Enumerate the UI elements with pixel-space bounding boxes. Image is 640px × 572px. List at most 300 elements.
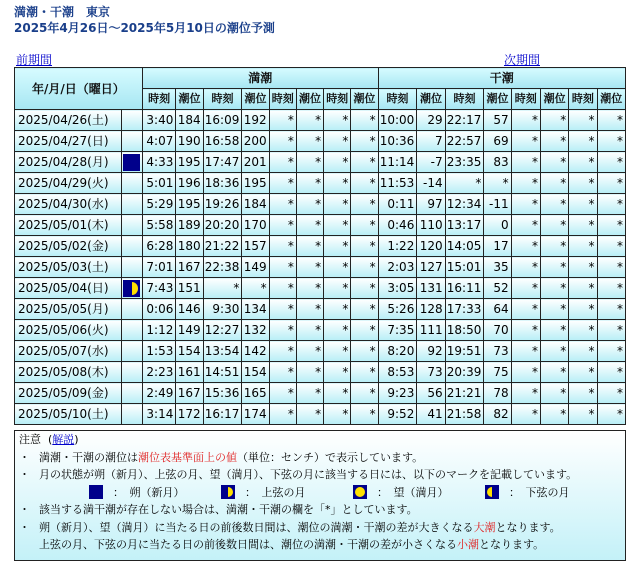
level-column-header: 潮位: [540, 89, 568, 110]
low-level-cell: 29: [417, 110, 445, 131]
moon-phase-cell: [121, 362, 142, 383]
empty-cell: *: [569, 404, 597, 425]
table-row: [15, 131, 626, 152]
table-row: [15, 383, 626, 404]
high-level-cell: 154: [242, 362, 269, 383]
empty-cell: *: [296, 320, 323, 341]
low-level-cell: 97: [417, 194, 445, 215]
legend-full-moon: ： 望（満月）: [353, 484, 485, 502]
empty-cell: *: [269, 362, 296, 383]
empty-cell: *: [540, 320, 568, 341]
low-level-cell: 0: [484, 215, 511, 236]
empty-cell: *: [511, 404, 540, 425]
high-level-cell: 184: [242, 194, 269, 215]
empty-cell: *: [296, 131, 323, 152]
empty-cell: *: [511, 131, 540, 152]
high-time-cell: 7:43: [142, 278, 176, 299]
explanation-link[interactable]: 解説: [52, 433, 75, 446]
spring-tide-red-text: 大潮: [473, 520, 496, 534]
low-time-cell: 17:33: [445, 299, 484, 320]
high-level-cell: 190: [176, 131, 203, 152]
date-cell: 2025/05/09(金): [15, 383, 122, 404]
empty-cell: *: [324, 110, 351, 131]
empty-cell: *: [351, 320, 378, 341]
moon-phase-cell: [121, 404, 142, 425]
low-level-cell: 128: [417, 299, 445, 320]
moon-phase-cell: [121, 173, 142, 194]
high-time-cell: 0:06: [142, 299, 176, 320]
table-row: [15, 257, 626, 278]
empty-cell: *: [324, 131, 351, 152]
legend-first-quarter: ： 上弦の月: [221, 484, 353, 502]
empty-cell: *: [324, 173, 351, 194]
high-level-cell: 196: [176, 173, 203, 194]
empty-cell: *: [597, 110, 626, 131]
date-cell: 2025/04/30(水): [15, 194, 122, 215]
empty-cell: *: [296, 173, 323, 194]
high-time-cell: 7:01: [142, 257, 176, 278]
empty-cell: *: [597, 236, 626, 257]
empty-cell: *: [296, 341, 323, 362]
empty-cell: *: [597, 383, 626, 404]
empty-cell: *: [269, 257, 296, 278]
empty-cell: *: [296, 152, 323, 173]
empty-cell: *: [324, 299, 351, 320]
low-level-cell: 70: [484, 320, 511, 341]
low-level-cell: 35: [484, 257, 511, 278]
low-level-cell: 120: [417, 236, 445, 257]
empty-cell: *: [296, 257, 323, 278]
time-column-header: 時刻: [324, 89, 351, 110]
moon-phase-cell: [121, 257, 142, 278]
low-level-cell: *: [484, 173, 511, 194]
table-row: [15, 299, 626, 320]
low-level-cell: -7: [417, 152, 445, 173]
empty-cell: *: [597, 194, 626, 215]
empty-cell: *: [511, 152, 540, 173]
empty-cell: *: [324, 194, 351, 215]
high-level-cell: 195: [176, 152, 203, 173]
high-time-cell: 22:38: [203, 257, 242, 278]
empty-cell: *: [324, 320, 351, 341]
empty-cell: *: [296, 404, 323, 425]
high-level-cell: 172: [176, 404, 203, 425]
low-time-cell: 7:35: [378, 320, 417, 341]
high-level-cell: 167: [176, 257, 203, 278]
table-row: [15, 152, 626, 173]
moon-phase-cell: [121, 194, 142, 215]
empty-cell: *: [569, 362, 597, 383]
low-time-cell: 0:11: [378, 194, 417, 215]
low-time-cell: 1:22: [378, 236, 417, 257]
empty-cell: *: [540, 131, 568, 152]
empty-cell: *: [540, 278, 568, 299]
time-column-header: 時刻: [269, 89, 296, 110]
date-cell: 2025/05/04(日): [15, 278, 122, 299]
high-level-cell: 134: [242, 299, 269, 320]
notes-heading-row: 注意 ( 解説 ): [19, 431, 621, 449]
empty-cell: *: [351, 299, 378, 320]
empty-cell: *: [597, 215, 626, 236]
empty-cell: *: [269, 341, 296, 362]
table-row: [15, 341, 626, 362]
high-level-cell: 146: [176, 299, 203, 320]
empty-cell: *: [351, 236, 378, 257]
empty-cell: *: [351, 341, 378, 362]
empty-cell: *: [569, 257, 597, 278]
page-title: 満潮・干潮 東京: [14, 5, 111, 19]
prev-period-link[interactable]: 前期間: [16, 53, 53, 67]
date-cell: 2025/05/10(土): [15, 404, 122, 425]
empty-cell: *: [324, 215, 351, 236]
low-time-cell: 10:36: [378, 131, 417, 152]
high-time-cell: 19:26: [203, 194, 242, 215]
low-level-cell: 83: [484, 152, 511, 173]
note-item: 上弦の月、下弦の月に当たる日の前後数日間は、潮位の満潮・干潮の差が小さくなる 小潮 となります。: [19, 536, 621, 554]
empty-cell: *: [569, 173, 597, 194]
empty-cell: *: [511, 173, 540, 194]
high-time-cell: *: [203, 278, 242, 299]
empty-cell: *: [540, 194, 568, 215]
high-level-cell: 192: [242, 110, 269, 131]
high-level-cell: 189: [176, 215, 203, 236]
high-level-cell: 195: [242, 173, 269, 194]
empty-cell: *: [269, 383, 296, 404]
high-time-cell: 1:53: [142, 341, 176, 362]
time-column-header: 時刻: [203, 89, 242, 110]
low-time-cell: 21:58: [445, 404, 484, 425]
empty-cell: *: [540, 383, 568, 404]
empty-cell: *: [569, 383, 597, 404]
note-item: ・ 月の状態が朔（新月）、上弦の月、望（満月）、下弦の月に該当する日には、以下のマークを記載しています。: [19, 468, 578, 481]
low-level-cell: 110: [417, 215, 445, 236]
empty-cell: *: [569, 236, 597, 257]
note-item: ・ 朔（新月）、望（満月）に当たる日の前後数日間は、潮位の満潮・干潮の差が大きくなる 大潮 となります。: [19, 519, 621, 537]
empty-cell: *: [569, 194, 597, 215]
level-column-header: 潮位: [242, 89, 269, 110]
empty-cell: *: [324, 362, 351, 383]
empty-cell: *: [269, 194, 296, 215]
high-time-cell: 9:30: [203, 299, 242, 320]
high-time-cell: 5:58: [142, 215, 176, 236]
empty-cell: *: [351, 257, 378, 278]
empty-cell: *: [269, 110, 296, 131]
high-time-cell: 5:29: [142, 194, 176, 215]
date-cell: 2025/05/05(月): [15, 299, 122, 320]
high-level-cell: 195: [176, 194, 203, 215]
legend-last-quarter: ： 下弦の月: [485, 484, 617, 502]
empty-cell: *: [569, 152, 597, 173]
empty-cell: *: [597, 278, 626, 299]
empty-cell: *: [569, 110, 597, 131]
high-level-cell: 167: [176, 383, 203, 404]
low-level-cell: -14: [417, 173, 445, 194]
empty-cell: *: [511, 215, 540, 236]
table-row: [15, 278, 626, 299]
low-time-cell: 5:26: [378, 299, 417, 320]
empty-cell: *: [540, 257, 568, 278]
low-time-cell: 23:35: [445, 152, 484, 173]
low-level-cell: 111: [417, 320, 445, 341]
page-header: [14, 4, 275, 36]
empty-cell: *: [269, 215, 296, 236]
empty-cell: *: [597, 362, 626, 383]
high-level-cell: 174: [242, 404, 269, 425]
empty-cell: *: [597, 341, 626, 362]
low-level-cell: 73: [417, 362, 445, 383]
high-time-cell: 4:33: [142, 152, 176, 173]
moon-legend: [19, 484, 621, 502]
first-quarter-moon-icon: [221, 485, 235, 499]
high-level-cell: 200: [242, 131, 269, 152]
empty-cell: *: [569, 131, 597, 152]
empty-cell: *: [540, 110, 568, 131]
empty-cell: *: [597, 131, 626, 152]
table-row: [15, 320, 626, 341]
moon-phase-cell: [121, 278, 142, 299]
empty-cell: *: [511, 299, 540, 320]
low-time-cell: 12:34: [445, 194, 484, 215]
empty-cell: *: [324, 278, 351, 299]
level-column-header: 潮位: [597, 89, 626, 110]
high-level-cell: 157: [242, 236, 269, 257]
empty-cell: *: [296, 383, 323, 404]
empty-cell: *: [296, 278, 323, 299]
table-row: [15, 194, 626, 215]
low-level-cell: 56: [417, 383, 445, 404]
empty-cell: *: [324, 341, 351, 362]
high-time-cell: 14:51: [203, 362, 242, 383]
empty-cell: *: [597, 404, 626, 425]
low-time-cell: 0:46: [378, 215, 417, 236]
moon-phase-cell: [121, 236, 142, 257]
low-time-cell: 22:57: [445, 131, 484, 152]
empty-cell: *: [597, 299, 626, 320]
tide-table: [14, 67, 626, 425]
empty-cell: *: [296, 215, 323, 236]
time-column-header: 時刻: [511, 89, 540, 110]
moon-phase-cell: [121, 131, 142, 152]
moon-phase-cell: [121, 110, 142, 131]
empty-cell: *: [351, 362, 378, 383]
high-level-cell: 154: [176, 341, 203, 362]
low-time-cell: 19:51: [445, 341, 484, 362]
empty-cell: *: [324, 152, 351, 173]
date-column-header: 年/月/日（曜日）: [15, 68, 143, 110]
high-time-cell: 5:01: [142, 173, 176, 194]
low-time-cell: 11:14: [378, 152, 417, 173]
low-level-cell: 75: [484, 362, 511, 383]
moon-phase-cell: [121, 299, 142, 320]
date-cell: 2025/04/26(土): [15, 110, 122, 131]
level-column-header: 潮位: [417, 89, 445, 110]
last-quarter-moon-icon: [485, 485, 499, 499]
empty-cell: *: [296, 236, 323, 257]
low-time-cell: 8:53: [378, 362, 417, 383]
low-time-cell: 8:20: [378, 341, 417, 362]
high-level-cell: 149: [176, 320, 203, 341]
empty-cell: *: [269, 299, 296, 320]
moon-phase-cell: [121, 152, 142, 173]
high-time-cell: 2:23: [142, 362, 176, 383]
high-level-cell: 151: [176, 278, 203, 299]
high-time-cell: 1:12: [142, 320, 176, 341]
moon-phase-cell: [121, 383, 142, 404]
empty-cell: *: [511, 236, 540, 257]
high-time-cell: 4:07: [142, 131, 176, 152]
low-time-cell: *: [445, 173, 484, 194]
datum-red-text: 潮位表基準面上の値: [138, 450, 237, 464]
high-time-cell: 3:14: [142, 404, 176, 425]
low-time-cell: 20:39: [445, 362, 484, 383]
empty-cell: *: [540, 299, 568, 320]
date-cell: 2025/05/01(木): [15, 215, 122, 236]
moon-phase-cell: [121, 341, 142, 362]
date-cell: 2025/05/06(火): [15, 320, 122, 341]
high-time-cell: 2:49: [142, 383, 176, 404]
empty-cell: *: [540, 362, 568, 383]
moon-phase-cell: [121, 215, 142, 236]
high-time-cell: 18:36: [203, 173, 242, 194]
empty-cell: *: [569, 299, 597, 320]
high-time-cell: 3:40: [142, 110, 176, 131]
empty-cell: *: [324, 404, 351, 425]
legend-new-moon: ： 朔（新月）: [89, 484, 221, 502]
empty-cell: *: [511, 320, 540, 341]
high-level-cell: 149: [242, 257, 269, 278]
empty-cell: *: [351, 173, 378, 194]
new-moon-icon: [123, 154, 140, 171]
empty-cell: *: [351, 404, 378, 425]
empty-cell: *: [269, 404, 296, 425]
high-time-cell: 12:27: [203, 320, 242, 341]
date-cell: 2025/05/08(木): [15, 362, 122, 383]
empty-cell: *: [511, 110, 540, 131]
empty-cell: *: [351, 194, 378, 215]
low-level-cell: -11: [484, 194, 511, 215]
high-time-cell: 15:36: [203, 383, 242, 404]
page-subtitle: 2025年4月26日〜2025年5月10日の潮位予測: [14, 21, 275, 35]
table-row: [15, 110, 626, 131]
date-cell: 2025/05/03(土): [15, 257, 122, 278]
time-column-header: 時刻: [445, 89, 484, 110]
high-level-cell: *: [242, 278, 269, 299]
empty-cell: *: [597, 173, 626, 194]
first-quarter-moon-icon: [123, 280, 140, 297]
low-time-cell: 9:52: [378, 404, 417, 425]
high-level-cell: 180: [176, 236, 203, 257]
empty-cell: *: [324, 236, 351, 257]
low-level-cell: 64: [484, 299, 511, 320]
empty-cell: *: [540, 404, 568, 425]
high-time-cell: 13:54: [203, 341, 242, 362]
high-time-cell: 16:58: [203, 131, 242, 152]
high-level-cell: 184: [176, 110, 203, 131]
empty-cell: *: [296, 299, 323, 320]
note-item: ・ 満潮・干潮の潮位は 潮位表基準面上の値 （単位：センチ）で表示しています。: [19, 449, 621, 467]
empty-cell: *: [569, 320, 597, 341]
empty-cell: *: [569, 278, 597, 299]
low-time-cell: 21:21: [445, 383, 484, 404]
low-level-cell: 57: [484, 110, 511, 131]
empty-cell: *: [540, 341, 568, 362]
low-level-cell: 7: [417, 131, 445, 152]
high-time-cell: 6:28: [142, 236, 176, 257]
empty-cell: *: [269, 131, 296, 152]
empty-cell: *: [296, 110, 323, 131]
empty-cell: *: [597, 320, 626, 341]
empty-cell: *: [540, 173, 568, 194]
empty-cell: *: [324, 257, 351, 278]
low-time-cell: 15:01: [445, 257, 484, 278]
low-level-cell: 41: [417, 404, 445, 425]
moon-phase-cell: [121, 320, 142, 341]
table-row: [15, 215, 626, 236]
empty-cell: *: [324, 383, 351, 404]
low-level-cell: 92: [417, 341, 445, 362]
date-cell: 2025/04/28(月): [15, 152, 122, 173]
empty-cell: *: [511, 341, 540, 362]
low-time-cell: 11:53: [378, 173, 417, 194]
low-time-cell: 3:05: [378, 278, 417, 299]
high-level-cell: 132: [242, 320, 269, 341]
next-period-link[interactable]: 次期間: [503, 53, 540, 67]
low-level-cell: 52: [484, 278, 511, 299]
empty-cell: *: [351, 131, 378, 152]
empty-cell: *: [511, 278, 540, 299]
high-level-cell: 142: [242, 341, 269, 362]
low-level-cell: 78: [484, 383, 511, 404]
high-level-cell: 201: [242, 152, 269, 173]
level-column-header: 潮位: [176, 89, 203, 110]
low-time-cell: 10:00: [378, 110, 417, 131]
empty-cell: *: [351, 110, 378, 131]
low-level-cell: 127: [417, 257, 445, 278]
high-time-cell: 21:22: [203, 236, 242, 257]
empty-cell: *: [511, 194, 540, 215]
empty-cell: *: [540, 152, 568, 173]
empty-cell: *: [269, 236, 296, 257]
level-column-header: 潮位: [484, 89, 511, 110]
empty-cell: *: [511, 362, 540, 383]
empty-cell: *: [511, 257, 540, 278]
date-cell: 2025/04/27(日): [15, 131, 122, 152]
table-row: [15, 404, 626, 425]
empty-cell: *: [569, 341, 597, 362]
new-moon-icon: [89, 485, 103, 499]
low-time-cell: 14:05: [445, 236, 484, 257]
high-time-cell: 16:09: [203, 110, 242, 131]
notes-heading: 注意: [19, 433, 41, 446]
empty-cell: *: [296, 362, 323, 383]
high-time-cell: 20:20: [203, 215, 242, 236]
level-column-header: 潮位: [351, 89, 378, 110]
empty-cell: *: [511, 383, 540, 404]
low-level-cell: 17: [484, 236, 511, 257]
high-level-cell: 161: [176, 362, 203, 383]
empty-cell: *: [269, 152, 296, 173]
empty-cell: *: [597, 152, 626, 173]
date-cell: 2025/05/02(金): [15, 236, 122, 257]
table-row: [15, 173, 626, 194]
low-tide-header: 干潮: [378, 68, 625, 89]
time-column-header: 時刻: [378, 89, 417, 110]
empty-cell: *: [351, 152, 378, 173]
low-level-cell: 73: [484, 341, 511, 362]
empty-cell: *: [540, 236, 568, 257]
full-moon-icon: [353, 485, 367, 499]
high-time-cell: 16:17: [203, 404, 242, 425]
